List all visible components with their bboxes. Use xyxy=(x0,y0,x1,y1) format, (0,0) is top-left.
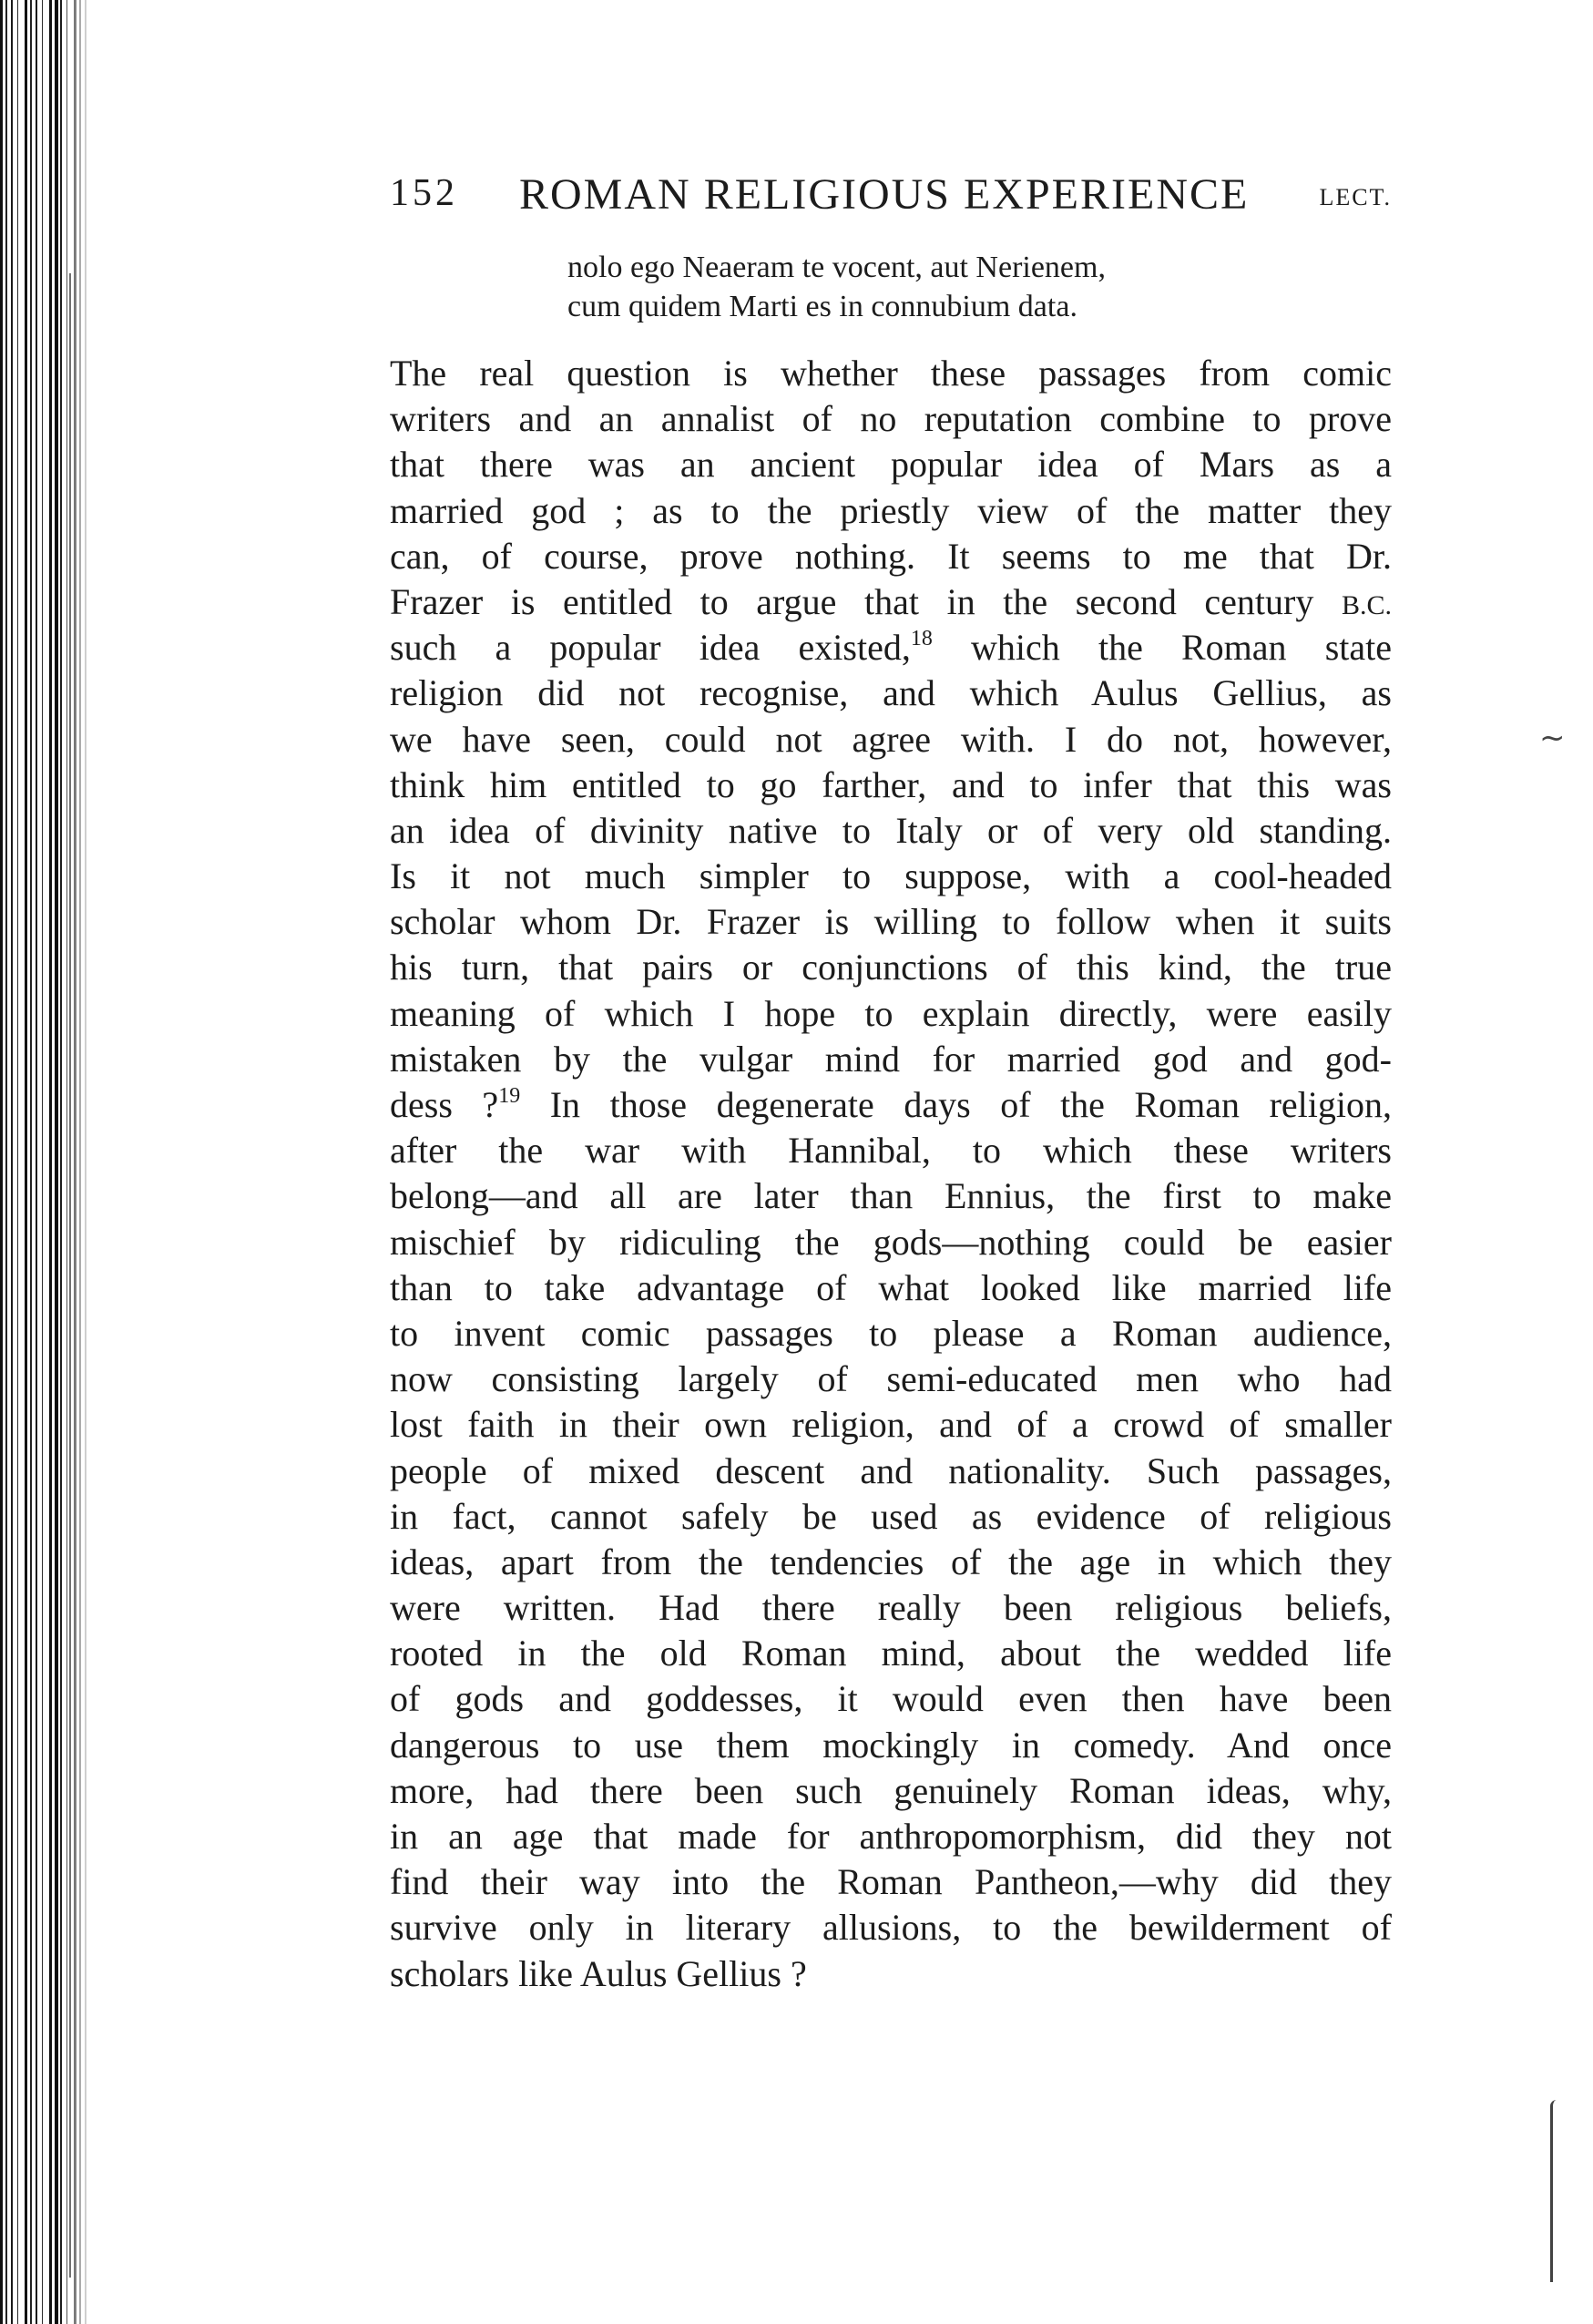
body-paragraph xyxy=(390,351,1392,1997)
text-segment: In those degenerate days of the Roman religion, xyxy=(520,1084,1392,1125)
text-line: people of mixed descent and nationality. Such passages, xyxy=(390,1449,1392,1491)
quote-line: cum quidem Marti es in connubium data. xyxy=(567,290,1077,323)
text-line: religion did not recognise, and which Aulus Gellius, as xyxy=(390,672,1392,714)
text-line: an idea of divinity native to Italy or of very old standing. xyxy=(390,809,1392,851)
text-line: find their way into the Roman Pantheon,—why did they xyxy=(390,1861,1392,1903)
margin-dash-mark: ~ xyxy=(1539,720,1566,756)
text-line: meaning of which I hope to explain directly, were easily xyxy=(390,992,1392,1034)
era-abbreviation: B.C. xyxy=(1341,589,1392,620)
text-line xyxy=(390,625,1392,671)
text-line: we have seen, could not agree with. I do not, however, xyxy=(390,718,1392,760)
running-head xyxy=(390,169,1392,224)
text-line: survive only in literary allusions, to the bewilderment of xyxy=(390,1907,1392,1949)
text-line: to invent comic passages to please a Roman audience, xyxy=(390,1312,1392,1354)
text-line: his turn, that pairs or conjunctions of this kind, the true xyxy=(390,947,1392,988)
quote-line: nolo ego Neaeram te vocent, aut Nerienem, xyxy=(567,251,1106,284)
text-line: more, had there been such genuinely Roman ideas, why, xyxy=(390,1769,1392,1811)
text-line: married god ; as to the priestly view of the matter they xyxy=(390,489,1392,531)
text-line: think him entitled to go farther, and to infer that this was xyxy=(390,763,1392,805)
text-line: rooted in the old Roman mind, about the wedded life xyxy=(390,1633,1392,1674)
text-line: dangerous to use them mockingly in comedy. And once xyxy=(390,1724,1392,1766)
text-line: Is it not much simpler to suppose, with a cool-headed xyxy=(390,855,1392,897)
text-line: scholars like Aulus Gellius ? xyxy=(390,1952,807,1994)
text-line: mischief by ridiculing the gods—nothing could be easier xyxy=(390,1221,1392,1263)
book-gutter xyxy=(0,0,87,2324)
footnote-marker[interactable]: 18 xyxy=(910,627,933,651)
gutter-edge-line xyxy=(55,0,58,2324)
text-line: in an age that made for anthropomorphism, did they not xyxy=(390,1816,1392,1857)
text-line: of gods and goddesses, it would even then have been xyxy=(390,1678,1392,1720)
text-line: than to take advantage of what looked like married life xyxy=(390,1266,1392,1308)
text-line: that there was an ancient popular idea of Mars as a xyxy=(390,444,1392,486)
text-line: after the war with Hannibal, to which these writers xyxy=(390,1130,1392,1172)
text-line: belong—and all are later than Ennius, the first to make xyxy=(390,1175,1392,1217)
page-edge-mark xyxy=(1550,2100,1557,2282)
text-line: can, of course, prove nothing. It seems to me that Dr. xyxy=(390,535,1392,577)
text-segment: which the Roman state xyxy=(932,627,1392,669)
text-line: now consisting largely of semi-educated men who had xyxy=(390,1358,1392,1400)
text-line: lost faith in their own religion, and of a crowd of smaller xyxy=(390,1404,1392,1446)
page-number: 152 xyxy=(390,172,458,214)
latin-quote xyxy=(567,248,1392,326)
text-segment: Frazer is entitled to argue that in the second century xyxy=(390,580,1342,622)
text-line xyxy=(390,1082,1392,1128)
text-line xyxy=(390,579,1392,625)
text-segment: dess ? xyxy=(390,1084,499,1125)
section-label: LECT. xyxy=(1319,184,1392,210)
book-title: ROMAN RELIGIOUS EXPERIENCE xyxy=(519,170,1250,219)
text-line: scholar whom Dr. Frazer is willing to follow when it suits xyxy=(390,901,1392,943)
text-line: mistaken by the vulgar mind for married god and god- xyxy=(390,1038,1392,1080)
text-line: writers and an annalist of no reputation combine to prove xyxy=(390,398,1392,440)
gutter-inner-line xyxy=(69,273,71,2278)
text-line: in fact, cannot safely be used as evidence of religious xyxy=(390,1495,1392,1537)
text-line: were written. Had there really been religious beliefs, xyxy=(390,1587,1392,1629)
text-segment: such a popular idea existed, xyxy=(390,627,911,669)
text-line: ideas, apart from the tendencies of the age in which they xyxy=(390,1541,1392,1582)
footnote-marker[interactable]: 19 xyxy=(498,1084,521,1108)
text-line: The real question is whether these passages from comic xyxy=(390,353,1392,394)
book-page xyxy=(390,169,1392,1997)
